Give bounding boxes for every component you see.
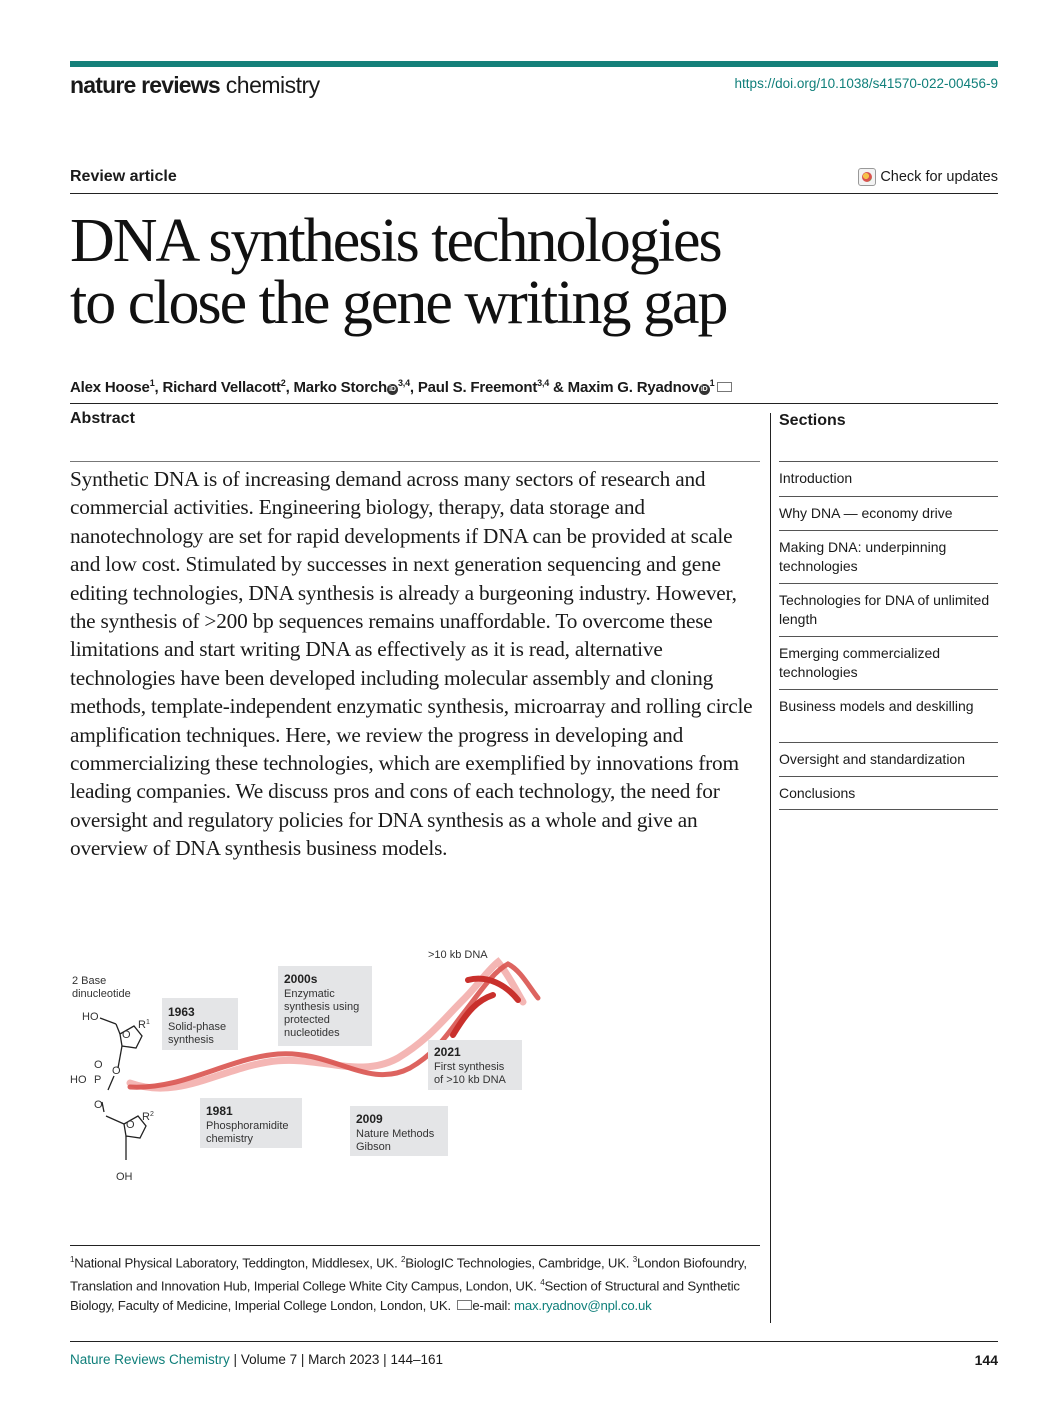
affiliations-footnote: $^1$National Physical Laboratory, Teddington, Middlesex, UK. $^2$BiologIC Technologies, Cambridge, UK. $^3$London Biofoundry, Translation and Innovation Hub, Imperial College White City Campus, London, UK. $^4$Section of Structural and Synthetic Biology, Faculty of Medicine, Imperial College London, London, UK. e-mail: max.ryadnov@npl.co.uk	[70, 1255, 747, 1313]
svg-text:Nature Methods: Nature Methods	[356, 1128, 435, 1140]
section-link[interactable]: Conclusions	[779, 776, 998, 810]
svg-text:First synthesis: First synthesis	[434, 1061, 505, 1073]
atom-label: O	[126, 1119, 135, 1131]
section-link[interactable]: Oversight and standardization	[779, 742, 998, 776]
atom-label: HO	[70, 1074, 87, 1086]
svg-text:Solid-phase: Solid-phase	[168, 1021, 227, 1033]
author-name[interactable]: Alex Hoose	[70, 379, 150, 396]
sections-nav	[779, 461, 998, 810]
abstract-heading: Abstract	[70, 410, 135, 427]
orcid-icon[interactable]: iD	[387, 384, 398, 395]
doi-link[interactable]: https://doi.org/10.1038/s41570-022-00456-9	[734, 76, 998, 91]
milestone-box	[278, 966, 372, 1046]
atom-label: O	[94, 1059, 103, 1071]
atom-label: OH	[116, 1171, 133, 1183]
section-link[interactable]: Business models and deskilling	[779, 689, 998, 742]
svg-text:synthesis using: synthesis using	[284, 1001, 360, 1013]
abstract-text: Synthetic DNA is of increasing demand across many sectors of research and commercial activities. Engineering biology, therapy, data storage and nanotechnology are set for rapid developments if DNA can be provided at scale and low cost. Stimulated by successes in next generation sequencing and gene editing technologies, DNA synthesis is already a burgeoning industry. However, the synthesis of >200 bp sequences remains unaffordable. To overcome these limitations and start writing DNA as effectively as it is read, alternative technologies have been developed including molecular assembly and cloning methods, template-independent enzymatic synthesis, microarray and rolling circle amplification techniques. Here, we review the progress in developing and commercializing these technologies, which are exemplified by innovations from leading companies. We discuss pros and cons of each technology, the need for oversight and regulatory policies for DNA synthesis as a whole and give an overview of DNA synthesis business models.	[70, 467, 753, 861]
author-name[interactable]: Paul S. Freemont	[417, 379, 538, 396]
journal-name: nature reviews chemistry	[70, 72, 320, 98]
divider	[70, 461, 760, 462]
svg-text:of >10 kb DNA: of >10 kb DNA	[434, 1074, 506, 1086]
orcid-icon[interactable]: iD	[699, 384, 710, 395]
helix-label: >10 kb DNA	[428, 949, 488, 961]
svg-text:Gibson: Gibson	[356, 1141, 391, 1153]
atom-label: O	[122, 1029, 131, 1041]
molecule-title: 2 Base	[72, 975, 107, 987]
atom-label: O	[112, 1065, 121, 1077]
molecule-subtitle: dinucleotide	[72, 988, 131, 1000]
email-icon[interactable]	[717, 382, 732, 392]
section-link[interactable]: Making DNA: underpinning technologies	[779, 530, 998, 583]
email-icon	[457, 1300, 472, 1310]
atom-label: HO	[82, 1011, 99, 1023]
svg-text:protected: protected	[284, 1014, 330, 1026]
article-type: Review article	[70, 168, 177, 185]
divider	[70, 1245, 760, 1246]
svg-text:chemistry: chemistry	[206, 1133, 254, 1145]
author-list: Alex Hoose$^1$, Richard Vellacott$^2$, Marko Storch iD$^{3,4}$, Paul S. Freemont$^{3,4}$ & Maxim G. Ryadnov $iD^1$	[70, 378, 732, 396]
svg-text:nucleotides: nucleotides	[284, 1027, 340, 1039]
atom-label: $R^1$	[138, 1019, 150, 1031]
milestone-box	[350, 1106, 448, 1156]
header-accent-bar	[70, 61, 998, 67]
section-link[interactable]: Emerging commercialized technologies	[779, 636, 998, 689]
atom-label: O	[94, 1099, 103, 1111]
section-link[interactable]: Why DNA — economy drive	[779, 496, 998, 530]
svg-text:2009: 2009	[356, 1112, 383, 1126]
page-number: 144	[974, 1352, 998, 1368]
atom-label: P	[94, 1074, 102, 1086]
page-footer: Nature Reviews Chemistry | Volume 7 | March 2023 | 144–161	[70, 1352, 443, 1367]
divider	[70, 403, 998, 404]
svg-text:Phosphoramidite: Phosphoramidite	[206, 1120, 289, 1132]
email-link[interactable]: max.ryadnov@npl.co.uk	[514, 1297, 652, 1313]
check-updates-button[interactable]	[858, 168, 998, 186]
title-line-2: to close the gene writing gap	[70, 269, 727, 337]
check-updates-icon	[858, 168, 876, 186]
author-name[interactable]: Maxim G. Ryadnov	[567, 379, 699, 396]
section-link[interactable]: Technologies for DNA of unlimited length	[779, 583, 998, 636]
svg-text:1963: 1963	[168, 1005, 195, 1019]
milestone-box	[428, 1040, 522, 1090]
author-name[interactable]: Richard Vellacott	[162, 379, 281, 396]
svg-text:Enzymatic: Enzymatic	[284, 988, 335, 1000]
check-updates-label: Check for updates	[880, 169, 998, 185]
divider	[70, 193, 998, 194]
svg-text:1981: 1981	[206, 1104, 233, 1118]
svg-text:synthesis: synthesis	[168, 1034, 214, 1046]
atom-label: $R^2$	[142, 1111, 154, 1123]
milestone-box	[162, 998, 238, 1050]
milestone-box	[200, 1098, 302, 1148]
svg-text:2000s: 2000s	[284, 972, 318, 986]
title-line-1: DNA synthesis technologies	[70, 207, 721, 275]
svg-text:2021: 2021	[434, 1045, 461, 1059]
author-name[interactable]: Marko Storch	[293, 379, 387, 396]
timeline-figure	[68, 940, 588, 1190]
article-title	[70, 207, 727, 337]
divider	[70, 1341, 998, 1342]
footer-journal-link[interactable]: Nature Reviews Chemistry	[70, 1352, 230, 1367]
column-divider	[770, 413, 771, 1323]
sections-heading: Sections	[779, 412, 846, 429]
section-link[interactable]: Introduction	[779, 461, 998, 496]
